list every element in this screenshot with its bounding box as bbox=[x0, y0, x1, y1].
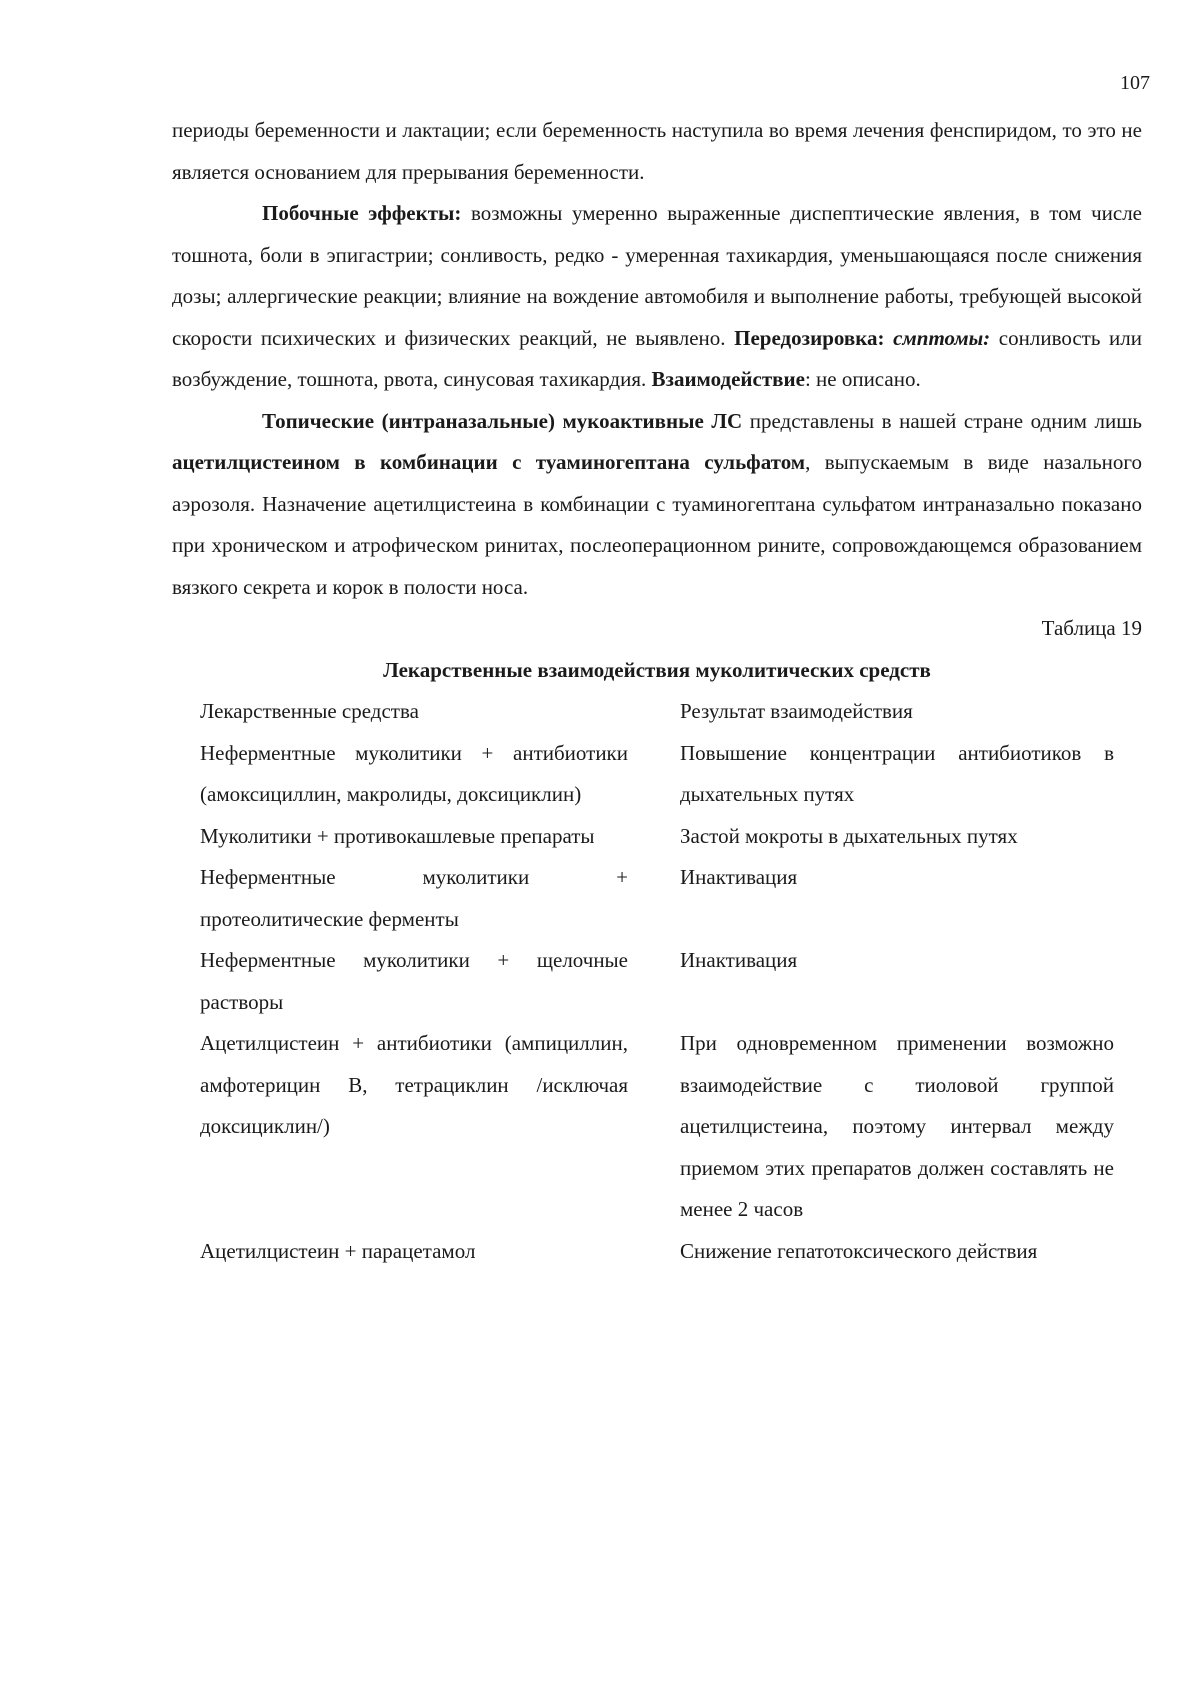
topical-text-1: представлены в нашей стране одним лишь bbox=[742, 408, 1142, 433]
topical-label: Топические (интраназальные) мукоактивные ЛС bbox=[262, 408, 743, 433]
symptoms-label: смптомы: bbox=[893, 325, 991, 350]
cell-drugs: Неферментные муколитики + щелочные растворы bbox=[200, 948, 628, 1014]
cell-result: Инактивация bbox=[680, 948, 798, 972]
cell-result: Повышение концентрации антибиотиков в дыхательных путях bbox=[680, 740, 1114, 806]
cell-result: Инактивация bbox=[680, 865, 798, 889]
cell-result: Застой мокроты в дыхательных путях bbox=[680, 823, 1018, 848]
cell-result: Снижение гепатотоксического действия bbox=[680, 1238, 1038, 1263]
table-title: Лекарственные взаимодействия муколитических средств bbox=[383, 657, 931, 682]
paragraph-pregnancy: периоды беременности и лактации; если беременность наступила во время лечения фенспиридом, то это не является основанием для прерывания беременности. bbox=[172, 118, 1142, 184]
header-result: Результат взаимодействия bbox=[680, 699, 913, 723]
table-row bbox=[200, 1023, 1114, 1231]
cell-drugs: Ацетилцистеин + антибиотики (ампициллин, амфотерицин В, тетрациклин /исключая доксициклин/) bbox=[200, 1031, 628, 1138]
paragraph-side-effects bbox=[172, 193, 1142, 401]
overdose-label: Передозировка: bbox=[734, 325, 885, 350]
document-body bbox=[172, 110, 1142, 1272]
paragraph-topical bbox=[172, 401, 1142, 609]
page-number: 107 bbox=[1120, 72, 1150, 94]
table-row bbox=[200, 1231, 1114, 1273]
cell-drugs: Неферментные муколитики + антибиотики (амоксициллин, макролиды, доксициклин) bbox=[200, 740, 628, 806]
overdose-text: сонливость или возбуждение, тошнота, рвота, синусовая тахикардия. bbox=[172, 325, 1142, 391]
table-row bbox=[200, 857, 1114, 940]
table-label: Таблица 19 bbox=[1041, 616, 1142, 640]
interactions-table bbox=[200, 691, 1114, 1272]
cell-drugs: Ацетилцистеин + парацетамол bbox=[200, 1238, 476, 1263]
table-row bbox=[200, 733, 1114, 816]
table-header-row bbox=[200, 691, 1114, 733]
table-row bbox=[200, 816, 1114, 858]
cell-drugs: Неферментные муколитики + протеолитические ферменты bbox=[200, 865, 628, 931]
table-row bbox=[200, 940, 1114, 1023]
interaction-label: Взаимодействие bbox=[651, 367, 805, 391]
header-drugs: Лекарственные средства bbox=[200, 699, 419, 723]
cell-result: При одновременном применении возможно взаимодействие с тиоловой группой ацетилцистеина, поэтому интервал между приемом этих препаратов должен составлять не менее 2 часов bbox=[680, 1031, 1114, 1221]
side-effects-label: Побочные эффекты: bbox=[262, 201, 462, 225]
side-effects-text: возможны умеренно выраженные диспептические явления, в том числе тошнота, боли в эпигастрии; сонливость, редко - умеренная тахикардия, уменьшающаяся после снижения дозы; аллергические реакции; влияние на вождение автомобиля и выполнение работы, требующей высокой скорости психических и физических реакций, не выявлено. bbox=[172, 201, 1142, 350]
acetylcysteine-combo: ацетилцистеином в комбинации с туаминогептана сульфатом bbox=[172, 450, 806, 474]
cell-drugs: Муколитики + противокашлевые препараты bbox=[200, 823, 595, 848]
interaction-text: : не описано. bbox=[804, 367, 921, 391]
topical-text-2: , выпускаемым в виде назального аэрозоля. Назначение ацетилцистеина в комбинации с туаминогептана сульфатом интраназально показано при хроническом и атрофическом ринитах, послеоперационном рините, сопровождающемся образованием вязкого секрета и корок в полости носа. bbox=[172, 450, 1142, 599]
